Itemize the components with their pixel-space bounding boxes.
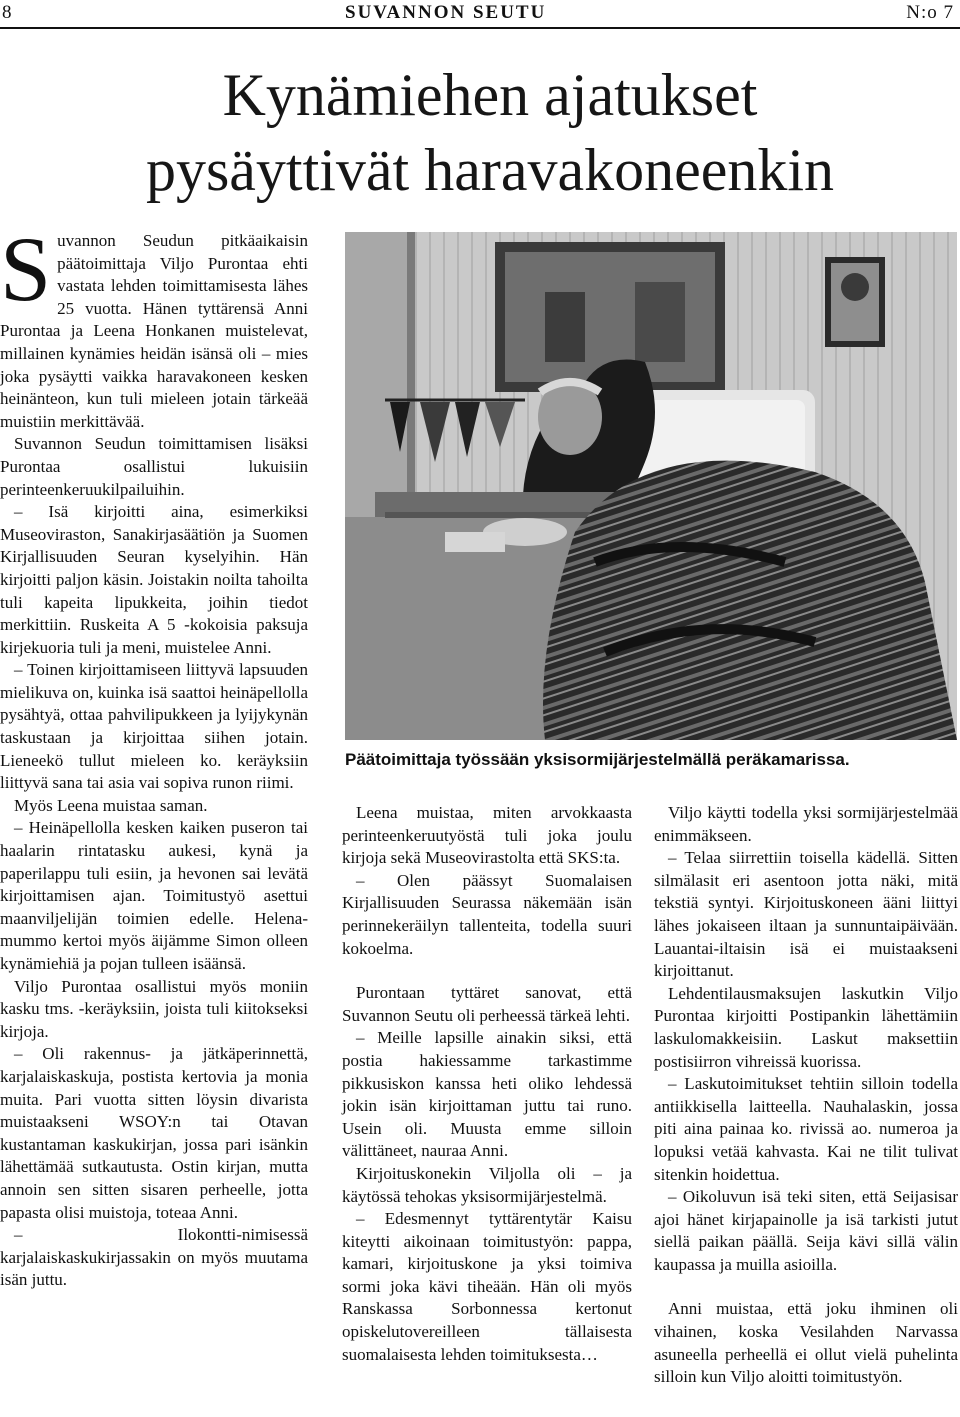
article-photo [345, 232, 957, 740]
article-paragraph: – Meille lapsille ainakin siksi, että postia hakiessamme tarkastimme pikkusiskon kanssa heti oliko lehdessä jokin isän kirjoittaman juttu tai runo. Usein oli. Muusta emme silloin välittäneet, nauraa Anni. [342, 1028, 632, 1161]
photo-illustration [345, 232, 957, 740]
article-paragraph: Viljo käytti todella yksi sormijärjestelmää enimmäkseen. [654, 803, 958, 845]
article-paragraph: – Telaa siirrettiin toisella kädellä. Sitten silmälasit eri asentoon jotta näki, mitä tekstiä syntyi. Kirjoituskoneen ääni liittyi lähes jokaiseen iltaan ja sunnuntaipäivään. Lauantai-iltaisin isä ei muistaakseni kirjoittanut. [654, 848, 958, 981]
drop-cap: S [0, 218, 52, 320]
article-paragraph: Suvannon Seudun toimittamisen lisäksi Purontaa osallistui lukuisiin perinteenkeruukilpailuihin. [0, 434, 308, 499]
headline-line-2: pysäyttivät haravakoneenkin [145, 137, 835, 203]
article-paragraph: – Edesmennyt tyttärentytär Kaisu kiteytti aikoinaan toimitustyön: pappa, kamari, kirjoituskone ja yksi toimiva sormi joka kävi tiheään. Hän oli myös Ranskassa Sorbonnessa kertonut opiskelutovereilleen tällaisesta suomalaisesta lehden toimituksesta… [342, 1209, 632, 1364]
article-paragraph: – Oikoluvun isä teki siten, että Seijasisar ajoi hänet kirjapainolle ja isä tarkisti jutut siellä paikan päällä. Seija kävi sillä välin kaupassa ja muilla asioilla. [654, 1187, 958, 1274]
page-header [0, 0, 960, 28]
header-rule [0, 27, 960, 29]
article-paragraph: Viljo Purontaa osallistui myös moniin kasku tms. -keräyksiin, joista tuli kiitokseksi kirjoja. [0, 976, 308, 1041]
article-paragraph: Anni muistaa, että joku ihminen oli vihainen, koska Vesilahden Narvassa asuneella perheellä ei ollut vielä puhelinta silloin kun Viljo aloitti toimitustyön. [654, 1299, 958, 1387]
article-paragraph: – Heinäpellolla kesken kaiken puseron tai haalarin rintatasku aukesi, kynä ja paperilappu tuli esiin, ja hevonen sai levätä kirjoittamisen ajan. Toimitustyö asettui maanviljelijän toimien edelle. Helena-mummo kertoi myös äijämme Simon olleen kynämiehiä ja pojan tulleen isäänsä. [0, 818, 308, 973]
paragraph-text: uvannon Seudun pitkäaikaisin päätoimittaja Viljo Purontaa ehti vastata lehden toimittamisesta lähes 25 vuotta. Hänen tyttärensä Anni Purontaa ja Leena Honkanen muistelevat, millainen kynämies heidän isänsä oli – mies joka pysäytti vaikka haravakoneen kesken heinänteon, kun tuli mieleen jotain tärkeää muistiin merkittävää. [0, 231, 308, 431]
article-paragraph: – Ilokontti-nimisessä karjalaiskaskukirjassakin on myös muutama isän juttu. [0, 1225, 308, 1290]
article-paragraph: – Olen päässyt Suomalaisen Kirjallisuuden Seurassa näkemään isän perinnekeräilyn tallenteita, todella suuri kokoelma. [342, 870, 632, 958]
article-paragraph: Purontaan tyttäret sanovat, että Suvannon Seutu oli perheessä tärkeä lehti. [342, 983, 632, 1025]
article-paragraph: – Laskutoimitukset tehtiin silloin todella antiikkisella laitteella. Nauhalaskin, jossa piti aina painaa ko. rivissä ao. numeroa ja lopuksi vetää kahvasta. Kai ne tilit tulivat sitenkin hoidettua. [654, 1074, 958, 1184]
page-number: 8 [2, 2, 12, 23]
article-column-1 [0, 218, 308, 1292]
article-paragraph: – Toinen kirjoittamiseen liittyvä lapsuuden mielikuva on, kuinka isä saattoi heinäpellolla pysähtyä, ottaa pahvilipukkeen ja lyijykynän taskustaan ja kirjoittaa siihen jotain. Lieneekö tullut mieleen ko. keräyksiin liittyvä sana tai asia vai sopiva runon riimi. [0, 660, 308, 793]
article-paragraph: Kirjoituskonekin Viljolla oli – ja käytössä tehokas yksisormijärjestelmä. [342, 1163, 632, 1206]
paper-name: SUVANNON SEUTU [345, 2, 547, 23]
article-paragraph: – Isä kirjoitti aina, esimerkiksi Museoviraston, Sanakirjasäätiön ja Suomen Kirjallisuuden Seuran kyselyihin. Hän kirjoitti paljon käsin. Joistakin noilta tahoilta tuli kapeita lipukkeita, joihin tiedot merkittiin. Ruskeita A 5 -kokoisia paksuja kirjekuoria tuli ja meni, muistelee Anni. [0, 502, 308, 657]
photo-caption: Päätoimittaja työssään yksisormijärjestelmällä peräkamarissa. [345, 750, 850, 769]
article-paragraph: Leena muistaa, miten arvokkaasta perinteenkeruutyöstä tuli joka joulu kirjoja sekä Museovirastolta että SKS:ta. [342, 803, 632, 868]
article-paragraph: Myös Leena muistaa saman. [14, 795, 208, 815]
headline [100, 58, 880, 208]
article-paragraph [0, 218, 308, 433]
issue-number: N:o 7 [906, 2, 954, 23]
article-column-3 [654, 802, 958, 1389]
headline-line-1: Kynämiehen ajatukset [222, 62, 758, 128]
article-column-2 [342, 802, 632, 1366]
article-paragraph: – Oli rakennus- ja jätkäperinnettä, karjalaiskaskuja, postista kertovia ja monia muita. Pari vuotta sitten löysin divarista muistaakseni WSOY:n tai Otavan kustantaman kaskukirjan, jossa pari isänkin lähettämää sutkautusta. Ostin kirjan, mutta annoin sen sitten sisaren perheelle, jotta papasta olisi muistoja, toteaa Anni. [0, 1044, 308, 1222]
article-paragraph: Lehdentilausmaksujen laskutkin Viljo Purontaa kirjoitti Postipankin lähettämiin laskulomakkeisiin. Laskut maksettiin postisiirron vihreissä kuorissa. [654, 983, 958, 1071]
